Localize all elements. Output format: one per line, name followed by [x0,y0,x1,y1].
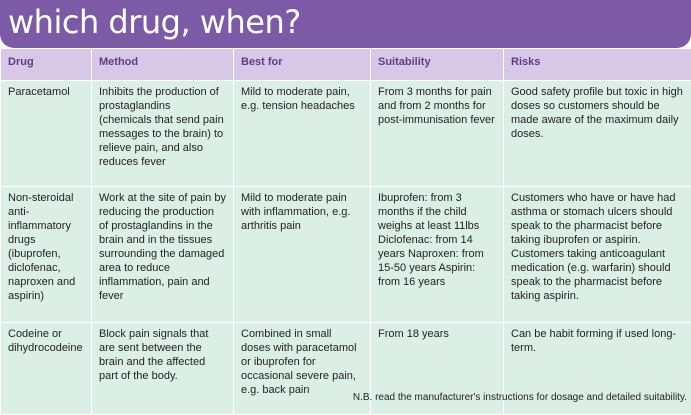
cell-drug: Paracetamol [1,81,92,187]
cell-suitability: From 3 months for pain and from 2 months for post-immunisation fever [371,81,504,187]
table-row [1,81,691,187]
page-title: which drug, when? [8,2,301,42]
cell-method: Inhibits the production of prostaglandins (chemicals that send pain messages to the brain) to relieve pain, and also reduces fever [92,81,234,187]
cell-method: Block pain signals that are sent between the brain and the affected part of the body. [92,323,234,415]
cell-suitability: From 18 years [371,323,504,415]
column-header-risks: Risks [504,49,691,81]
drug-comparison-table [0,48,691,415]
table-row [1,187,691,323]
table-header-row [1,49,691,81]
column-header-drug: Drug [1,49,92,81]
column-header-method: Method [92,49,234,81]
cell-suitability: Ibuprofen: from 3 months if the child weighs at least 11lbs Diclofenac: from 14 years Naproxen: from 15-50 years Aspirin: from 16 years [371,187,504,323]
column-header-suitability: Suitability [371,49,504,81]
title-banner [0,0,691,48]
cell-best-for: Combined in small doses with paracetamol or ibuprofen for occasional severe pain, e.g. back pain [234,323,371,415]
cell-risks: Can be habit forming if used long-term. [504,323,691,415]
cell-drug: Non-steroidal anti-inflammatory drugs (ibuprofen, diclofenac, naproxen and aspirin) [1,187,92,323]
cell-best-for: Mild to moderate pain, e.g. tension headaches [234,81,371,187]
footnote: N.B. read the manufacturer's instructions for dosage and detailed suitability. [353,392,687,403]
column-header-best-for: Best for [234,49,371,81]
cell-risks: Customers who have or have had asthma or stomach ulcers should speak to the pharmacist before taking ibuprofen or aspirin. Customers taking anticoagulant medication (e.g. warfarin) should speak to the pharmacist before taking aspirin. [504,187,691,323]
cell-best-for: Mild to moderate pain with inflammation, e.g. arthritis pain [234,187,371,323]
cell-method: Work at the site of pain by reducing the production of prostaglandins in the brain and in the tissues surrounding the damaged area to reduce inflammation, pain and fever [92,187,234,323]
cell-drug: Codeine or dihydrocodeine [1,323,92,415]
cell-risks: Good safety profile but toxic in high doses so customers should be made aware of the maximum daily doses. [504,81,691,187]
